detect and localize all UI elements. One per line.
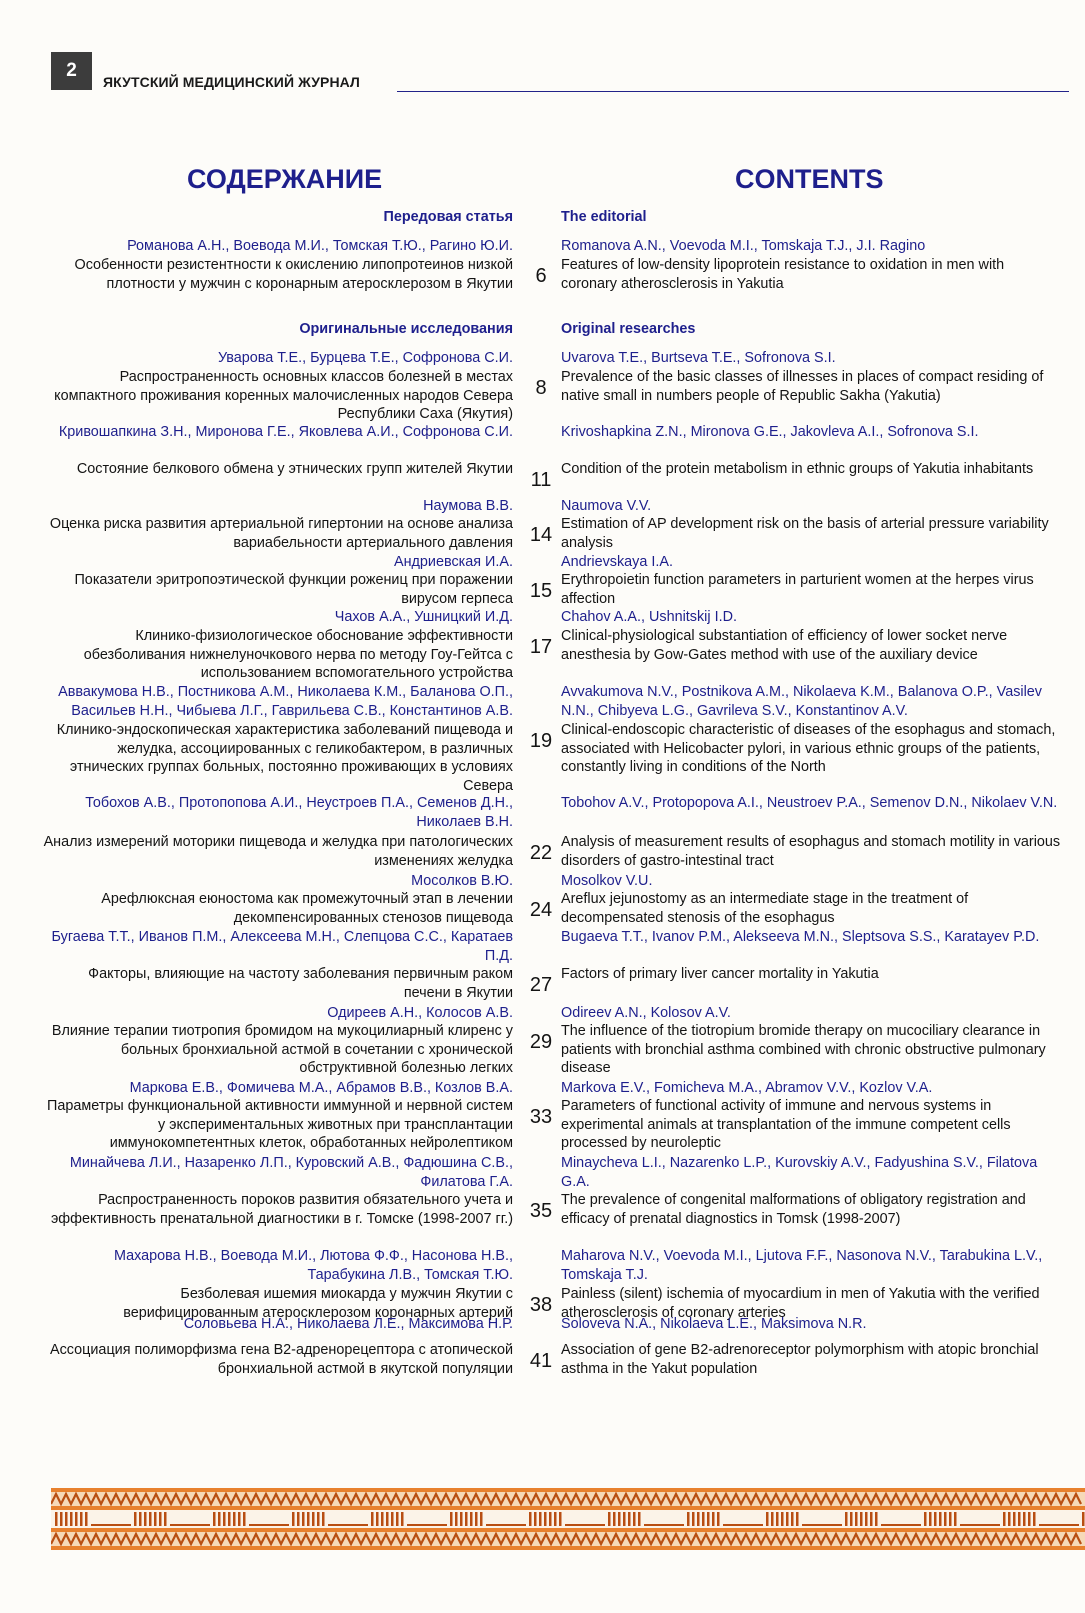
authors-en: Soloveva N.A., Nikolaeva L.E., Maksimova N.R.	[561, 1316, 867, 1332]
article-title-ru: Состояние белкового обмена у этнических групп жителей Якутии	[76, 461, 513, 477]
article-title-ru: Анализ измерений моторики пищевода и желудка при патологических изменениях желудка	[43, 834, 513, 869]
article-title-ru: Показатели эритропоэтической функции рожениц при поражении вирусом герпеса	[74, 572, 513, 607]
authors-ru: Наумова В.В.	[423, 498, 513, 514]
page-number: 15	[529, 580, 553, 602]
article-title-en: Prevalence of the basic classes of illnesses in places of compact residing of native small in numbers people of Republic Sakha (Yakutia)	[561, 369, 1044, 404]
article-title-ru: Особенности резистентности к окислению липопротеинов низкой плотности у мужчин с коронарным атеросклерозом в Якутии	[74, 257, 513, 292]
article-title-en: Painless (silent) ischemia of myocardium in men of Yakutia with the verified atherosclerosis of coronary arteries	[561, 1286, 1040, 1321]
article-title-en: Features of low-density lipoprotein resistance to oxidation in men with coronary atherosclerosis in Yakutia	[561, 257, 1005, 292]
article-title-en: Erythropoietin function parameters in parturient women at the herpes virus affection	[561, 572, 1034, 607]
authors-en: Mosolkov V.U.	[561, 873, 653, 889]
authors-ru: Уварова Т.Е., Бурцева Т.Е., Софронова С.И.	[217, 350, 513, 366]
article-title-en: Estimation of AP development risk on the basis of arterial pressure variability analysis	[561, 516, 1049, 551]
article-title-ru: Оценка риска развития артериальной гипертонии на основе анализа вариабельности артериального давления	[49, 516, 513, 551]
page-number: 19	[529, 730, 553, 752]
authors-ru: Тобохов А.В., Протопопова А.И., Неустроев П.А., Семенов Д.Н., Николаев В.Н.	[85, 795, 513, 830]
article-title-en: Factors of primary liver cancer mortality in Yakutia	[561, 966, 879, 982]
page-number: 6	[535, 265, 547, 287]
page-number: 38	[529, 1294, 553, 1316]
article-title-ru: Клинико-физиологическое обоснование эффективности обезболивания нижнелуночкового нерва по методу Гоу-Гейтса с использованием вспомогательного устройства	[83, 628, 513, 682]
authors-ru: Романова А.Н., Воевода М.И., Томская Т.Ю., Рагино Ю.И.	[127, 238, 513, 254]
journal-title: ЯКУТСКИЙ МЕДИЦИНСКИЙ ЖУРНАЛ	[103, 74, 360, 90]
authors-en: Maharova N.V., Voevoda M.I., Ljutova F.F., Nasonova N.V., Tarabukina L.V., Tomskaja T.J.	[561, 1248, 1043, 1283]
authors-ru: Минайчева Л.И., Назаренко Л.П., Куровский А.В., Фадюшина С.В., Филатова Г.А.	[69, 1155, 513, 1190]
article-title-ru: Арефлюксная еюностома как промежуточный этап в лечении декомпенсированных стенозов пищевода	[101, 891, 513, 926]
section-heading-en: Original researches	[561, 321, 696, 337]
article-title-en: Clinical-endoscopic characteristic of diseases of the esophagus and stomach, associated with Helicobacter pylori, in various ethnic groups of the patients, constantly living in conditions of the North	[561, 722, 1056, 776]
article-title-en: Areflux jejunostomy as an intermediate stage in the treatment of decompensated stenosis of the esophagus	[561, 891, 969, 926]
section-heading-ru: Оригинальные исследования	[299, 321, 513, 337]
article-title-en: Parameters of functional activity of immune and nervous systems in experimental animals at transplantation of the immune competent cells processed by neuroleptic	[561, 1098, 1011, 1152]
authors-ru: Кривошапкина З.Н., Миронова Г.Е., Яковлева А.И., Софронова С.И.	[58, 424, 513, 440]
article-title-ru: Распространенность основных классов болезней в местах компактного проживания коренных малочисленных народов Севера Республики Саха (Якутия)	[54, 369, 513, 423]
authors-ru: Чахов А.А., Ушницкий И.Д.	[334, 609, 513, 625]
authors-en: Naumova V.V.	[561, 498, 652, 514]
page-number: 14	[529, 524, 553, 546]
contents-heading-en: CONTENTS	[735, 164, 884, 194]
article-title-en: Analysis of measurement results of esophagus and stomach motility in various disorders of gastro-intestinal tract	[561, 834, 1061, 869]
authors-en: Markova E.V., Fomicheva M.A., Abramov V.V., Kozlov V.A.	[561, 1080, 933, 1096]
page-number: 22	[529, 842, 553, 864]
article-title-en: The prevalence of congenital malformations of obligatory registration and efficacy of prenatal diagnostics in Tomsk (1998-2007)	[561, 1192, 1026, 1227]
authors-en: Andrievskaya I.A.	[561, 554, 673, 570]
page-number: 17	[529, 636, 553, 658]
authors-en: Romanova A.N., Voevoda M.I., Tomskaja T.J., J.I. Ragino	[561, 238, 926, 254]
authors-ru: Бугаева Т.Т., Иванов П.М., Алексеева М.Н., Слепцова С.С., Каратаев П.Д.	[51, 929, 513, 964]
article-title-en: The influence of the tiotropium bromide therapy on mucociliary clearance in patients with bronchial asthma combined with chronic obstructive pulmonary disease	[561, 1023, 1046, 1077]
authors-ru: Андриевская И.А.	[393, 554, 513, 570]
page-number: 41	[529, 1350, 553, 1372]
authors-en: Uvarova T.E., Burtseva T.E., Sofronova S.I.	[561, 350, 836, 366]
contents-heading-ru: СОДЕРЖАНИЕ	[187, 164, 383, 194]
article-title-ru: Влияние терапии тиотропия бромидом на мукоцилиарный клиренс у больных бронхиальной астмой в сочетании с хронической обструктивной болезнью легких	[51, 1023, 513, 1077]
header-rule	[397, 91, 1069, 92]
article-title-ru: Факторы, влияющие на частоту заболевания первичным раком печени в Якутии	[88, 966, 513, 1001]
authors-en: Tobohov A.V., Protopopova A.I., Neustroev P.A., Semenov D.N., Nikolaev V.N.	[561, 795, 1058, 811]
page-number: 8	[535, 377, 547, 399]
page-number: 29	[529, 1031, 553, 1053]
authors-en: Krivoshapkina Z.N., Mironova G.E., Jakovleva A.I., Sofronova S.I.	[561, 424, 979, 440]
authors-ru: Мосолков В.Ю.	[411, 873, 513, 889]
article-title-ru: Клинико-эндоскопическая характеристика заболеваний пищевода и желудка, ассоциированных с геликобактером, в различных этнических группах больных, постоянно проживающих в условиях Севера	[56, 722, 513, 794]
article-title-en: Clinical-physiological substantiation of efficiency of lower socket nerve anesthesia by Gow-Gates method with use of the auxiliary device	[561, 628, 1008, 663]
page-number: 33	[529, 1106, 553, 1128]
decorative-ornament-band	[51, 1488, 1085, 1550]
page-number: 35	[529, 1200, 553, 1222]
authors-ru: Махарова Н.В., Воевода М.И., Лютова Ф.Ф., Насонова Н.В., Тарабукина Л.В., Томская Т.Ю.	[113, 1248, 513, 1283]
authors-ru: Аввакумова Н.В., Постникова А.М., Николаева К.М., Баланова О.П., Васильев Н.Н., Чибыева Л.Г., Гаврильева С.В., Константинов А.В.	[58, 684, 513, 719]
page-number: 11	[530, 469, 552, 491]
authors-en: Chahov A.A., Ushnitskij I.D.	[561, 609, 737, 625]
authors-ru: Одиреев А.Н., Колосов А.В.	[327, 1005, 513, 1021]
authors-en: Odireev A.N., Kolosov A.V.	[561, 1005, 731, 1021]
article-title-en: Condition of the protein metabolism in ethnic groups of Yakutia inhabitants	[561, 461, 1034, 477]
authors-ru: Соловьева Н.А., Николаева Л.Е., Максимова Н.Р.	[183, 1316, 513, 1332]
article-title-en: Association of gene B2-adrenoreceptor polymorphism with atopic bronchial asthma in the Yakut population	[561, 1342, 1039, 1377]
page-number: 27	[529, 974, 553, 996]
page-number-badge: 2	[51, 52, 92, 90]
article-title-ru: Ассоциация полиморфизма гена В2-адренорецептора с атопической бронхиальной астмой в якутской популяции	[50, 1342, 513, 1377]
article-title-ru: Безболевая ишемия миокарда у мужчин Якутии с верифицированным атеросклерозом коронарных артерий	[123, 1286, 513, 1321]
article-title-ru: Параметры функциональной активности иммунной и нервной систем у экспериментальных животных при трансплантации иммунокомпетентных клеток, обработанных нейролептиком	[47, 1098, 513, 1152]
authors-en: Bugaeva T.T., Ivanov P.M., Alekseeva M.N., Sleptsova S.S., Karatayev P.D.	[561, 929, 1040, 945]
authors-ru: Маркова Е.В., Фомичева М.А., Абрамов В.В., Козлов В.А.	[129, 1080, 513, 1096]
section-heading-ru: Передовая статья	[383, 209, 513, 225]
article-title-ru: Распространенность пороков развития обязательного учета и эффективность пренатальной диагностики в г. Томске (1998-2007 гг.)	[50, 1192, 513, 1227]
authors-en: Avvakumova N.V., Postnikova A.M., Nikolaeva K.M., Balanova O.P., Vasilev N.N., Chibyeva L.G., Gavrileva S.V., Konstantinov A.V.	[561, 684, 1042, 719]
page-number: 24	[529, 899, 553, 921]
authors-en: Minaycheva L.I., Nazarenko L.P., Kurovskiy A.V., Fadyushina S.V., Filatova G.A.	[561, 1155, 1038, 1190]
section-heading-en: The editorial	[561, 209, 647, 225]
